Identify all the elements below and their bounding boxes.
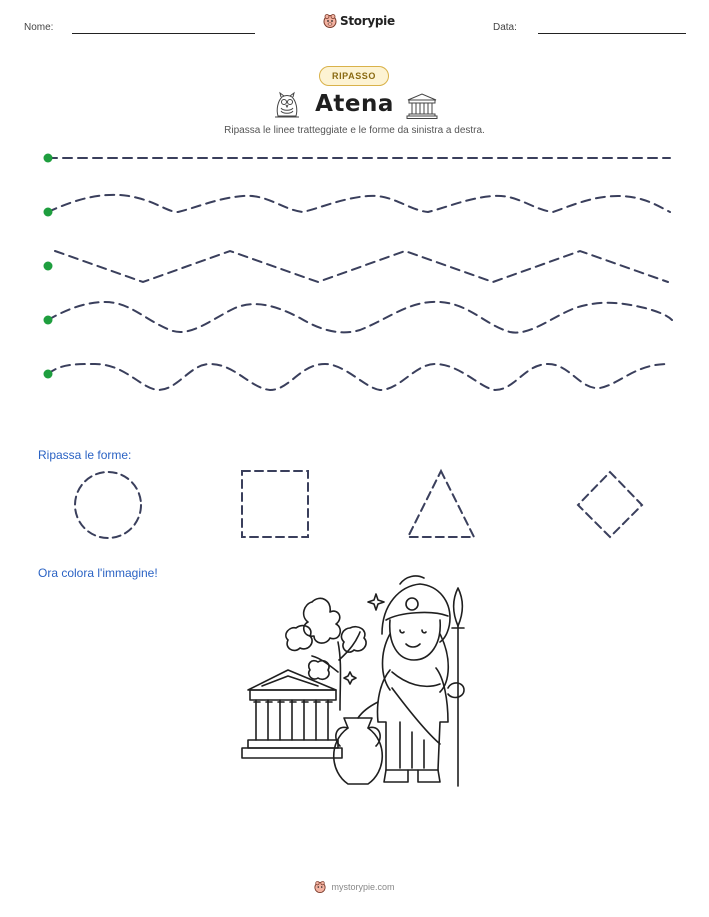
date-label: Data:: [493, 22, 517, 33]
brand-logo: [323, 14, 395, 28]
storypie-mascot-icon: [323, 14, 337, 28]
storypie-mascot-icon: [314, 881, 326, 893]
tracing-line-wave-2: [48, 302, 672, 333]
shape-triangle: [408, 471, 474, 537]
page-title: Atena: [315, 91, 394, 117]
temple-icon: [406, 92, 438, 120]
start-dot: [44, 370, 53, 379]
review-badge: RIPASSO: [319, 66, 389, 86]
name-field-line[interactable]: [72, 33, 255, 34]
athena-illustration: [240, 572, 470, 792]
start-dot: [44, 154, 53, 163]
coloring-section-label: Ora colora l'immagine!: [38, 566, 158, 580]
start-dot: [44, 208, 53, 217]
footer-site-link[interactable]: mystorypie.com: [331, 882, 395, 892]
shape-circle: [75, 472, 141, 538]
shapes-section-label: Ripassa le forme:: [38, 448, 132, 462]
date-field-line[interactable]: [538, 33, 686, 34]
tracing-shapes: [0, 464, 709, 548]
shape-diamond: [578, 472, 642, 537]
tracing-line-wave: [48, 195, 670, 212]
brand-name: Storypie: [340, 14, 395, 28]
name-label: Nome:: [24, 22, 54, 33]
start-dot: [44, 316, 53, 325]
tracing-line-wave-deep: [48, 364, 668, 390]
shape-square: [242, 471, 308, 537]
tracing-lines-area: [0, 140, 709, 400]
tracing-line-zigzag: [55, 251, 668, 282]
footer: [0, 881, 709, 893]
start-dot: [44, 262, 53, 271]
instructions-text: Ripassa le linee tratteggiate e le forme da sinistra a destra.: [224, 125, 485, 136]
